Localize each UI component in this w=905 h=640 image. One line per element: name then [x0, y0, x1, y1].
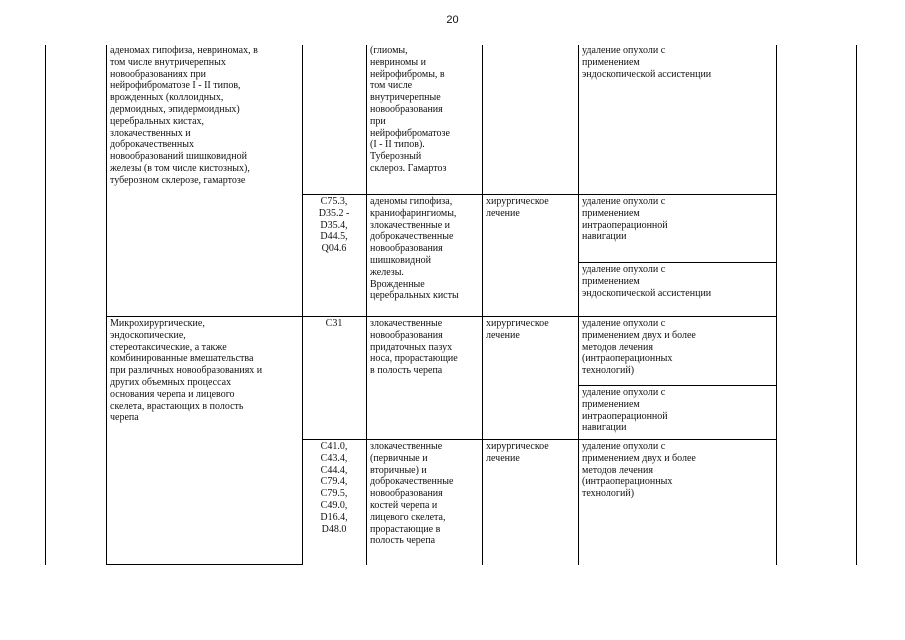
page-number: 20 [446, 14, 459, 26]
row2-treatment-a: хирургическое лечение [486, 318, 549, 341]
row-line-method-a2 [578, 385, 776, 386]
table-left-border [45, 45, 46, 565]
row2-description: Микрохирургические, эндоскопические, стереотаксические, а также комбинированные вмешательства при различных новообразованиях и других объемных процессах основания черепа и лицевого скелета, врастающих в полость черепа [110, 318, 263, 424]
row2-method-a2: удаление опухоли с применением интраоперационной навигации [582, 387, 668, 434]
row2-treatment-b: хирургическое лечение [486, 441, 549, 464]
row-line-subrow-b [302, 194, 776, 195]
row-line-row2-subrow-b [302, 439, 776, 440]
col-divider-3 [366, 45, 367, 565]
row1-diagnosis-b: аденомы гипофиза, краниофарингиомы, злокачественные и доброкачественные новообразования шишковидной железы. Врожденные церебральных кисты [370, 196, 459, 302]
row1-diagnosis-a: (глиомы, невриномы и нейрофибромы, в том числе внутричерепные новообразования при нейрофиброматозе (I - II типов). Туберозный склероз. Гамартоз [370, 45, 450, 174]
row-line-method-b2 [578, 262, 776, 263]
row-line-row2 [106, 316, 776, 317]
row1-method-a: удаление опухоли с применением эндоскопической ассистенции [582, 45, 712, 80]
col-divider-4 [482, 45, 483, 565]
row1-treatment-b: хирургическое лечение [486, 196, 549, 219]
row1-method-b2: удаление опухоли с применением эндоскопической ассистенции [582, 264, 712, 299]
row-line-desc-bottom [106, 564, 302, 565]
row2-diagnosis-a: злокачественные новообразования придаточных пазух носа, прорастающие в полость черепа [370, 318, 458, 377]
col-divider-1 [106, 45, 107, 565]
row1-codes-b: C75.3, D35.2 - D35.4, D44.5, Q04.6 [318, 196, 350, 255]
row1-method-b1: удаление опухоли с применением интраоперационной навигации [582, 196, 668, 243]
row2-codes-a: C31 [325, 318, 343, 329]
col-divider-2 [302, 45, 303, 565]
col-divider-6 [776, 45, 777, 565]
table-right-border [856, 45, 857, 565]
row2-method-b: удаление опухоли с применением двух и более методов лечения (интраоперационных технологий) [582, 441, 696, 500]
row2-diagnosis-b: злокачественные (первичные и вторичные) и доброкачественные новообразования костей черепа и лицевого скелета, прорастающие в полость черепа [370, 441, 454, 547]
row2-codes-b: C41.0, C43.4, C44.4, C79.4, C79.5, C49.0, D16.4, D48.0 [320, 441, 348, 535]
row1-description: аденомах гипофиза, невриномах, в том числе внутричерепных новообразованиях при нейрофиброматозе I - II типов, врожденных (коллоидных, дермоидных, эпидермоидных) церебральных кистах, злокачественных и доброкачественных новообразований шишковидной железы (в том числе кистозных), туберозном склерозе, гамартозе [110, 45, 258, 186]
row2-method-a1: удаление опухоли с применением двух и более методов лечения (интраоперационных технологий) [582, 318, 696, 377]
col-divider-5 [578, 45, 579, 565]
